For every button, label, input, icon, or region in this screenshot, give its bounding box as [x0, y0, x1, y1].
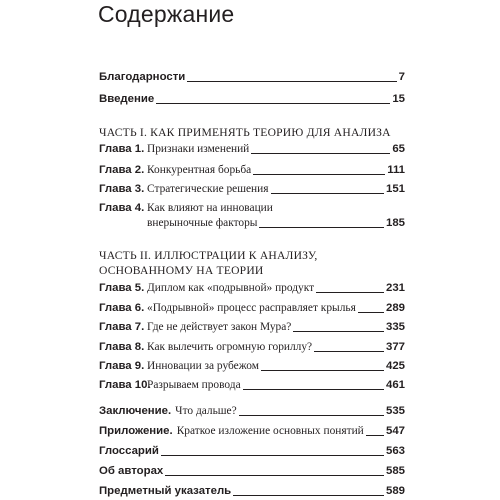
page-number: 231: [385, 282, 405, 294]
toc-entry-chapter: [99, 142, 405, 157]
page-number: 585: [385, 465, 405, 477]
dot-leader: [358, 312, 384, 313]
chapter-label: Глава 1.: [99, 143, 145, 155]
dot-leader: [271, 193, 384, 194]
dot-leader: [187, 81, 396, 82]
chapter-label: Глава 4.: [99, 202, 145, 214]
entry-label: Введение: [99, 93, 155, 105]
toc-entry-glossary: [99, 444, 405, 459]
toc-entry-index: [99, 484, 405, 499]
chapter-label: Глава 3.: [99, 183, 145, 195]
toc-entry-about-authors: [99, 464, 405, 479]
dot-leader: [161, 455, 384, 456]
entry-label: Об авторах: [99, 465, 164, 477]
toc-entry-chapter: [99, 359, 405, 374]
part-heading: ЧАСТЬ I. КАК ПРИМЕНЯТЬ ТЕОРИЮ ДЛЯ АНАЛИЗА: [99, 126, 391, 139]
chapter-title: Стратегические решения: [147, 183, 269, 195]
page-number: 65: [392, 143, 405, 155]
page-number: 377: [385, 341, 405, 353]
dot-leader: [259, 227, 384, 228]
dot-leader: [251, 153, 390, 154]
toc-entry-chapter: [99, 281, 405, 296]
dot-leader: [316, 292, 384, 293]
chapter-title: Признаки изменений: [147, 143, 250, 155]
chapter-title-line: внерыночные факторы: [147, 217, 258, 229]
chapter-title: «Подрывной» процесс расправляет крылья: [147, 302, 356, 314]
chapter-title: Инновации за рубежом: [147, 360, 259, 372]
page-number: 547: [385, 425, 405, 437]
page-number: 589: [385, 485, 405, 497]
entry-label: Глоссарий: [99, 445, 159, 457]
chapter-title: Где не действует закон Мура?: [147, 321, 292, 333]
dot-leader: [366, 435, 384, 436]
page-number: 7: [398, 71, 405, 83]
page-number: 335: [385, 321, 405, 333]
dot-leader: [165, 475, 384, 476]
chapter-label: Глава 10.: [99, 379, 151, 391]
toc-entry-chapter: [99, 320, 405, 335]
dot-leader: [156, 103, 390, 104]
chapter-title: Как вылечить огромную гориллу?: [147, 341, 313, 353]
chapter-label: Глава 9.: [99, 360, 145, 372]
toc-entry-introduction: [99, 92, 405, 107]
entry-label: Благодарности: [99, 71, 186, 83]
toc-entry-chapter: [99, 340, 405, 355]
page-number: 151: [385, 183, 405, 195]
chapter-label: Глава 7.: [99, 321, 145, 333]
entry-label: Заключение.: [99, 405, 172, 417]
toc-entry-chapter: [99, 201, 405, 231]
page-number: 563: [385, 445, 405, 457]
chapter-title-line: Как влияют на инновации: [147, 202, 273, 214]
dot-leader: [261, 370, 384, 371]
chapter-label: Глава 5.: [99, 282, 145, 294]
chapter-label: Глава 6.: [99, 302, 145, 314]
dot-leader: [239, 415, 384, 416]
dot-leader: [243, 389, 384, 390]
chapter-label: Глава 2.: [99, 164, 145, 176]
chapter-title: Разрываем провода: [147, 379, 241, 391]
page-title: Содержание: [98, 1, 235, 27]
part-heading-line: ЧАСТЬ II. ИЛЛЮСТРАЦИИ К АНАЛИЗУ,: [99, 249, 318, 262]
part-heading-line: ОСНОВАННОМУ НА ТЕОРИИ: [99, 264, 264, 277]
toc-entry-chapter: [99, 301, 405, 316]
dot-leader: [314, 351, 384, 352]
entry-label: Предметный указатель: [99, 485, 232, 497]
entry-label: Приложение.: [99, 425, 173, 437]
dot-leader: [293, 331, 384, 332]
toc-entry-chapter: [99, 163, 405, 178]
toc-entry-acknowledgements: [99, 70, 405, 85]
chapter-title: Конкурентная борьба: [147, 164, 252, 176]
toc-entry-conclusion: [99, 404, 405, 419]
page-number: 15: [392, 93, 405, 105]
page-number: 111: [387, 164, 405, 176]
dot-leader: [253, 174, 385, 175]
chapter-label: Глава 8.: [99, 341, 145, 353]
dot-leader: [233, 495, 384, 496]
page-number: 425: [385, 360, 405, 372]
page-number: 535: [385, 405, 405, 417]
entry-title: Что дальше?: [175, 405, 237, 417]
toc-entry-chapter: [99, 182, 405, 197]
page-number: 289: [385, 302, 405, 314]
toc-entry-chapter: [99, 378, 405, 393]
page-number: 185: [385, 217, 405, 229]
entry-title: Краткое изложение основных понятий: [176, 425, 364, 437]
page-number: 461: [385, 379, 405, 391]
chapter-title: Диплом как «подрывной» продукт: [147, 282, 315, 294]
toc-entry-appendix: [99, 424, 405, 439]
